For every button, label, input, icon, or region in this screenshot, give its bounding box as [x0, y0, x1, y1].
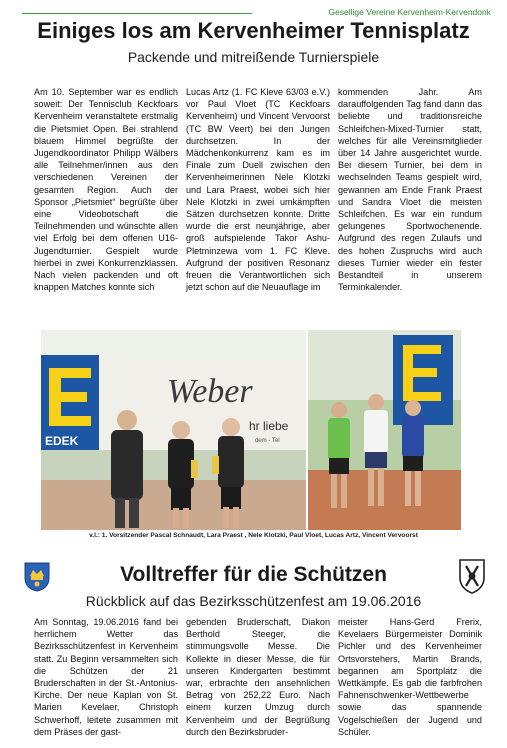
sponsor-sign-small: dem - Tel — [255, 438, 280, 444]
article1-column: kommenden Jahr. Am darauffolgenden Tag fand dann das beliebte und traditionsreiche Schleifchen-Mixed-Turnier statt, welches für alle Vereinsmitglieder über 14 Jahre ausgerichtet wurde. Bei diesem Turnier, bei dem in wechselnden Teams gespielt wird, gewannen am Ende Frank Praest und Sandra Vloet die meisten Schleifchen. Es war ein rundum gelungenes Sportwochenende. Aufgrund des regen Zulaufs und des hohen Zuspruchs wird auch dieses Turnier wieder ein fester Bestandteil in unserem Terminkalender. — [338, 87, 482, 293]
article2-column: Am Sonntag, 19.06.2016 fand bei herrlichem Wetter das Bezirksschützenfest in Kervenheim statt. Zu Beginn versammelten sich die Schützen der 21 Bruderschaften in der St.-Antonius-Kirche. Der neue Kaplan von St. Marien Kevelaer, Christoph Schwerhoff, leitete zusammen mit dem Präses der gast- — [34, 617, 178, 737]
article1-title: Einiges los am Kervenheimer Tennisplatz — [37, 18, 470, 43]
photo-caption: v.l.: 1. Vorsitzender Pascal Schnaudt, Lara Praest , Nele Klotzki, Paul Vloet, Lucas Artz, Vincent Vervoorst — [89, 532, 418, 539]
edeka-logo-text: EDEK — [45, 434, 79, 448]
article2-title: Volltreffer für die Schützen — [120, 563, 387, 586]
article2-column: meister Hans-Gerd Frerix, Kevelaers Bürgermeister Dominik Pichler und des Kervenheimer Ortsvorstehers, Martin Brands, begannen am Sportplatz die Wettkämpfe. Es gab die farbfrohen Fahnenschwenker-Wettbewerbe sowie das spannende Vogelschießen der Jugend und Schüler. — [338, 617, 482, 737]
sponsor-sign-subtext: hr liebe — [249, 419, 289, 433]
article1-column: Lucas Artz (1. FC Kleve 63/03 e.V.) vor Paul Vloet (TC Keckfoars Kervenheim) und Vincent Vervoorst (TC BW Veert) bei den Jungen durchsetzen. In der Mädchenkonkurrenz kam es im Finale zum Duell zwischen den Kervenheimerinnen Nele Klotzki und Lara Praest, wobei sich hier Nele Klotzki in zwei umkämpften Sätzen durchsetzen konnte. Dritte wurde die erst neunjährige, aber groß aufspielende Takor Ashu-Pletminzewa vom 1. FC Kleve. Aufgrund der positiven Resonanz freuen die Verantwortlichen sich jetzt schon auf die Neuauflage im — [186, 87, 330, 293]
article1-subtitle: Packende und mitreißende Turnierspiele — [127, 49, 380, 65]
article2-subtitle: Rückblick auf das Bezirksschützenfest am 19.06.2016 — [85, 593, 422, 609]
tennis-photo — [41, 330, 461, 530]
article2-column: gebenden Bruderschaft, Diakon Berthold Steeger, die stimmungsvolle Messe. Die Kollekte in dieser Messe, die für unseren Kindergarten bestimmt war, erbrachte den ansehnlichen Betrag von 252,22 Euro. Nach einem kurzen Umzug durch Kervenheim und der Begrüßung durch den Bezirksbruder- — [186, 617, 330, 737]
article2-body — [34, 616, 482, 746]
article1-body — [34, 86, 482, 318]
section-label: Gesellige Vereine Kervenheim-Kervendonk — [328, 7, 491, 17]
sponsor-sign-text: Weber — [167, 373, 253, 410]
header-rule — [22, 13, 252, 14]
tennis-photo-illustration — [41, 330, 461, 530]
article1-column: Am 10. September war es endlich soweit: Der Tennisclub Keckfoars Kervenheim veranstaltete erstmalig die Pietsmiet Open. Bei strahlend blauem Himmel begrüßte der Jugendkoordinator Philipp Wälbers alle Teilnehmer/innen aus den verschiedenen Vereinen der gesamten Region. Auch der Sponsor „Pietsmiet“ begrüßte über eine Videobotschaft die Teilnehmenden und wünschte allen viel Erfolg bei dem offenen U16-Jugendturnier. Gespielt wurde hierbei in zwei Konkurrenzklassen. Nach vielen packenden und oft knappen Matches konnte sich — [34, 87, 178, 293]
